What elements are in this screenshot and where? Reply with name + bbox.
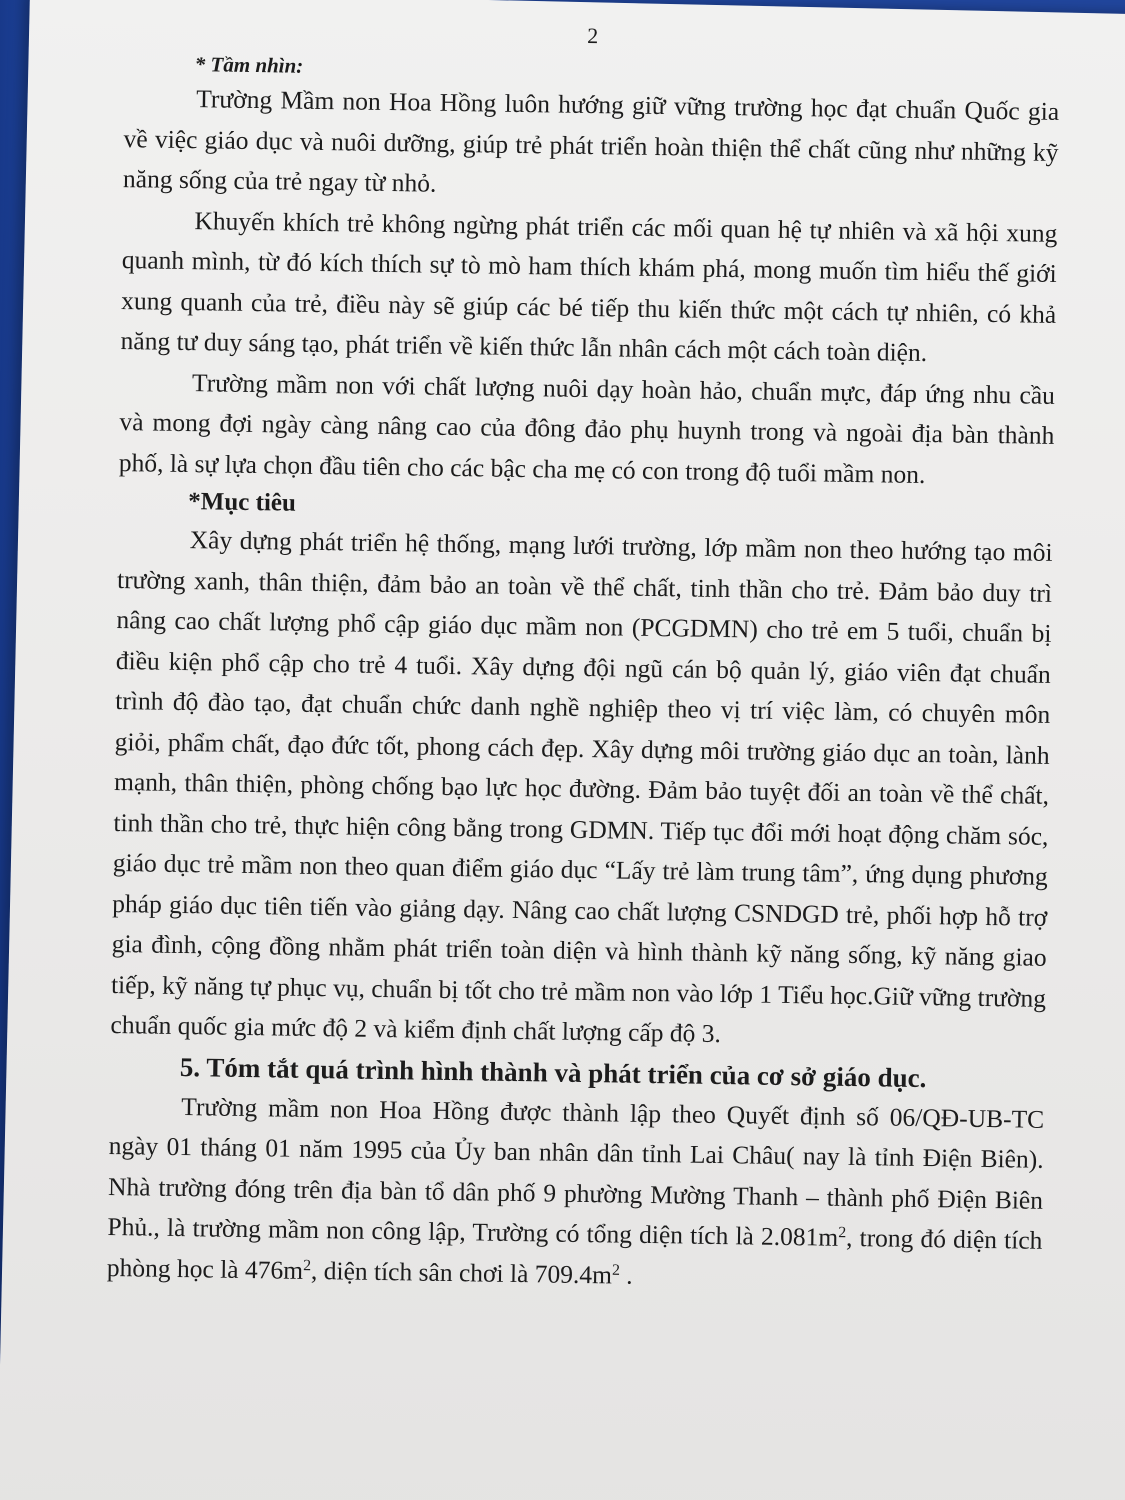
area-playground: 709.4m — [534, 1258, 613, 1289]
goals-heading: *Mục tiêu — [188, 488, 297, 517]
page-number: 2 — [587, 22, 599, 49]
section-5-text-3: , diện tích sân chơi là — [310, 1255, 529, 1288]
vision-paragraph-3: Trường mầm non với chất lượng nuôi dạy hoàn hảo, chuẩn mực, đáp ứng nhu cầu và mong đợi ngày càng nâng cao của đông đảo phụ huynh trong và ngoài địa bàn thành phố, là sự lựa chọn đầu tiên cho các bậc cha mẹ có con trong độ tuổi mầm non. — [118, 367, 1056, 489]
vision-heading: * Tầm nhìn: — [194, 52, 304, 78]
area-classrooms: 476m — [244, 1254, 304, 1285]
section-5-text-end: . — [619, 1260, 633, 1290]
section-5-text-2: , trong đó diện tích phòng học là — [106, 1222, 1043, 1284]
goals-paragraph: Xây dựng phát triển hệ thống, mạng lưới trường, lớp mầm non theo hướng tạo môi trường xanh, thân thiện, đảm bảo an toàn về thể chất, tinh thần cho trẻ. Đảm bảo duy trì nâng cao chất lượng phổ cập giáo dục mầm non (PCGDMN) cho trẻ em 5 tuổi, chuẩn bị điều kiện phổ cập cho trẻ 4 tuổi. Xây dựng đội ngũ cán bộ quản lý, giáo viên đạt chuẩn trình độ đào tạo, đạt chuẩn chức danh nghề nghiệp theo vị trí việc làm, có chuyên môn giỏi, phẩm chất, đạo đức tốt, phong cách đẹp. Xây dựng môi trường giáo dục an toàn, lành mạnh, thân thiện, phòng chống bạo lực học đường. Đảm bảo tuyệt đối an toàn về thể chất, tinh thần cho trẻ, thực hiện công bằng trong GDMN. Tiếp tục đổi mới hoạt động chăm sóc, giáo dục trẻ mầm non theo quan điểm giáo dục “Lấy trẻ làm trung tâm”, ứng dụng phương pháp giáo dục tiên tiến vào giảng dạy. Nâng cao chất lượng CSNDGD trẻ, phối hợp hỗ trợ gia đình, cộng đồng nhằm phát triển toàn diện và hình thành kỹ năng sống, kỹ năng giao tiếp, kỹ năng tự phục vụ, chuẩn bị tốt cho trẻ mầm non vào lớp 1 Tiểu học.Giữ vững trường chuẩn quốc gia mức độ 2 và kiểm định chất lượng cấp độ 3. — [110, 525, 1053, 1049]
section-5-text: Trường mầm non Hoa Hồng được thành lập theo Quyết định số 06/QĐ-UB-TC ngày 01 tháng 01 năm 1995 của Ủy ban nhân dân tỉnh Lai Châu( nay là tỉnh Điện Biên). Nhà trường đóng trên địa bàn tổ dân phố 9 phường Mường Thanh – thành phố Điện Biên Phủ., là trường mầm non công lập, Trường có tổng diện tích là — [107, 1091, 1045, 1251]
section-5-heading: 5. Tóm tắt quá trình hình thành và phát triển của cơ sở giáo dục. — [179, 1051, 927, 1093]
vision-paragraph-2: Khuyến khích trẻ không ngừng phát triển các mối quan hệ tự nhiên và xã hội xung quanh mình, từ đó kích thích sự tò mò ham thích khám phá, mong muốn tìm hiểu thế giới xung quanh của trẻ, điều này sẽ giúp các bé tiếp thu kiến thức một cách tự nhiên, có khả năng tư duy sáng tạo, phát triển về kiến thức lẫn nhân cách một cách toàn diện. — [120, 205, 1058, 368]
section-5-paragraph — [107, 1085, 1045, 1301]
area-total: 2.081m — [760, 1221, 839, 1252]
document-body — [107, 14, 1061, 1302]
area-total-superscript: 2 — [838, 1224, 847, 1242]
vision-paragraph-1: Trường Mầm non Hoa Hồng luôn hướng giữ vững trường học đạt chuẩn Quốc gia về việc giáo dục và nuôi dưỡng, giúp trẻ phát triển hoàn thiện thể chất cũng như những kỹ năng sống của trẻ ngay từ nhỏ. — [122, 84, 1060, 198]
area-classrooms-superscript: 2 — [303, 1256, 312, 1274]
area-playground-superscript: 2 — [611, 1261, 621, 1279]
